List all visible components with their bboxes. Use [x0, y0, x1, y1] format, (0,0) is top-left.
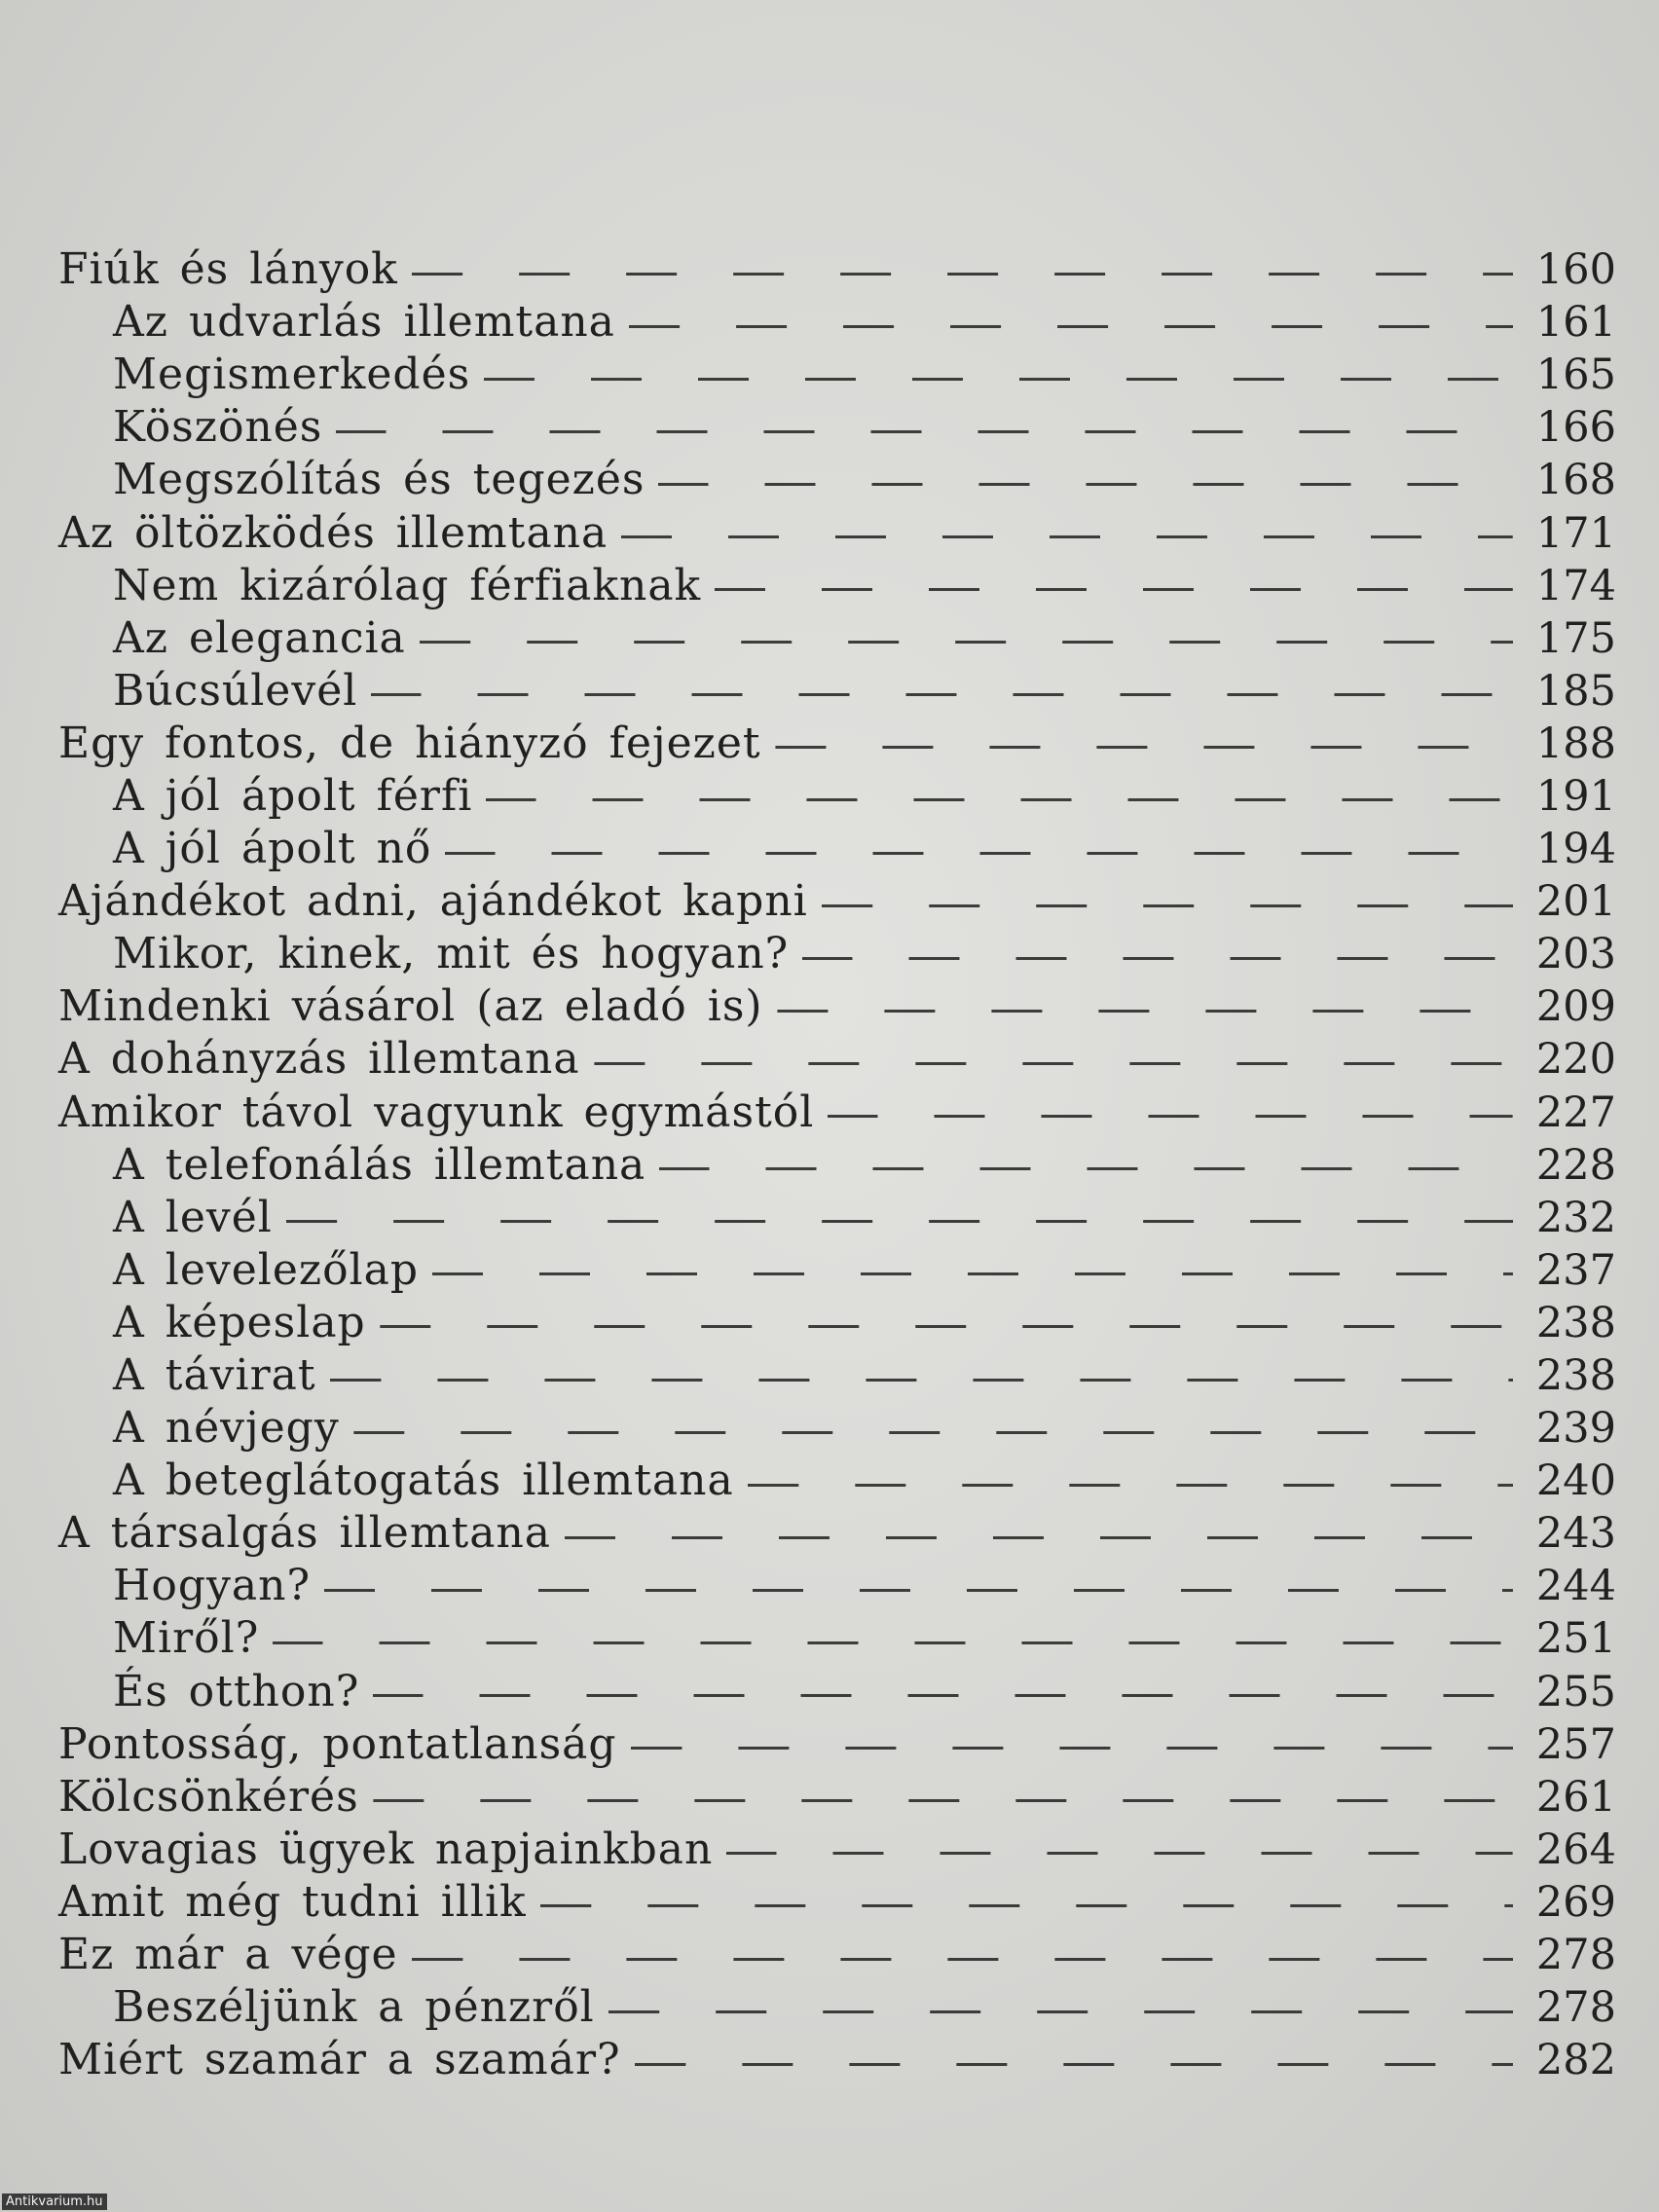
toc-entry-title: Köszönés [113, 402, 323, 453]
toc-entry-title: A dohányzás illemtana [58, 1034, 580, 1085]
toc-entry-title: Az öltözködés illemtana [58, 507, 608, 558]
toc-entry-page-number: 278 [1535, 1931, 1616, 1980]
toc-entry-page-number: 185 [1535, 666, 1616, 716]
toc-leader-dashes [286, 1220, 1513, 1223]
toc-entry-page-number: 244 [1535, 1562, 1616, 1611]
toc-entry-title: A képeslap [113, 1297, 366, 1347]
toc-entry-page-number: 278 [1535, 1983, 1616, 2033]
toc-entry-page-number: 237 [1535, 1245, 1616, 1295]
toc-entry-page-number: 227 [1535, 1088, 1616, 1137]
toc-entry-page-number: 165 [1535, 350, 1616, 400]
toc-entry-page-number: 238 [1535, 1351, 1616, 1401]
toc-entry-page-number: 238 [1535, 1298, 1616, 1347]
toc-entry-page-number: 161 [1535, 298, 1616, 348]
toc-leader-dashes [802, 957, 1513, 960]
toc-leader-dashes [565, 1536, 1513, 1539]
toc-entry [58, 1824, 1616, 1876]
toc-entry [58, 1981, 1616, 2034]
toc-entry-title: Kölcsönkérés [58, 1771, 359, 1822]
toc-entry [58, 1297, 1616, 1349]
toc-entry [58, 401, 1616, 454]
toc-entry [58, 1139, 1616, 1192]
toc-entry-title: Beszéljünk a pénzről [113, 1982, 595, 2033]
toc-entry [58, 2034, 1616, 2086]
toc-leader-dashes [330, 1379, 1513, 1382]
toc-entry-page-number: 203 [1535, 930, 1616, 979]
toc-entry [58, 1244, 1616, 1297]
toc-leader-dashes [631, 1747, 1513, 1750]
toc-entry-title: Fiúk és lányok [58, 244, 398, 295]
toc-leader-dashes [777, 1010, 1513, 1013]
toc-entry [58, 296, 1616, 349]
toc-entry-title: Lovagias ügyek napjainkban [58, 1824, 714, 1874]
toc-entry-title: Hogyan? [113, 1561, 312, 1611]
toc-leader-dashes [726, 1852, 1513, 1855]
toc-entry-title: Ez már a vége [58, 1930, 398, 1980]
toc-entry [58, 1876, 1616, 1929]
toc-entry-title: Mikor, kinek, mit és hogyan? [113, 929, 790, 979]
toc-entry-title: Egy fontos, de hiányzó fejezet [58, 718, 761, 768]
toc-leader-dashes [540, 1904, 1513, 1907]
toc-entry [58, 560, 1616, 612]
toc-entry [58, 1087, 1616, 1139]
toc-entry [58, 665, 1616, 718]
toc-entry-title: A jól ápolt nő [113, 824, 432, 874]
toc-entry [58, 875, 1616, 928]
toc-leader-dashes [484, 378, 1513, 381]
toc-entry [58, 243, 1616, 296]
toc-entry-page-number: 191 [1535, 771, 1616, 821]
toc-entry-title: A telefonálás illemtana [113, 1139, 646, 1190]
toc-entry-title: A beteglátogatás illemtana [113, 1456, 734, 1506]
toc-entry-title: Búcsúlevél [113, 665, 358, 716]
toc-entry [58, 718, 1616, 770]
toc-leader-dashes [608, 2010, 1513, 2013]
toc-leader-dashes [420, 641, 1513, 644]
toc-entry-page-number: 243 [1535, 1509, 1616, 1559]
toc-entry [58, 349, 1616, 401]
toc-entry [58, 1192, 1616, 1244]
toc-leader-dashes [635, 2063, 1513, 2066]
toc-entry [58, 1402, 1616, 1455]
toc-leader-dashes [715, 588, 1513, 591]
toc-entry-page-number: 255 [1535, 1667, 1616, 1716]
toc-leader-dashes [373, 1799, 1513, 1802]
toc-leader-dashes [659, 1167, 1513, 1170]
toc-entry-title: Nem kizárólag férfiaknak [113, 560, 702, 610]
toc-entry-title: Miért szamár a szamár? [58, 2035, 621, 2085]
toc-entry-page-number: 171 [1535, 508, 1616, 558]
toc-entry-title: Amit még tudni illik [58, 1876, 527, 1927]
toc-leader-dashes [621, 535, 1513, 538]
toc-entry-page-number: 194 [1535, 825, 1616, 874]
toc-entry-title: Megszólítás és tegezés [113, 455, 645, 505]
toc-entry [58, 612, 1616, 665]
toc-entry [58, 1560, 1616, 1612]
toc-entry-title: Megismerkedés [113, 350, 471, 400]
toc-leader-dashes [629, 325, 1513, 328]
toc-entry-page-number: 239 [1535, 1404, 1616, 1454]
toc-leader-dashes [371, 693, 1513, 696]
toc-entry [58, 1929, 1616, 1981]
toc-entry-title: Mindenki vásárol (az eladó is) [58, 981, 763, 1032]
toc-leader-dashes [828, 1115, 1513, 1118]
toc-entry-page-number: 168 [1535, 456, 1616, 505]
toc-entry [58, 454, 1616, 506]
toc-entry-title: A társalgás illemtana [58, 1508, 552, 1559]
toc-entry [58, 1771, 1616, 1824]
toc-leader-dashes [775, 746, 1513, 749]
toc-entry-page-number: 269 [1535, 1877, 1616, 1927]
toc-leader-dashes [412, 1958, 1513, 1961]
toc-leader-dashes [273, 1641, 1513, 1644]
toc-leader-dashes [324, 1589, 1513, 1592]
toc-entry-title: Az udvarlás illemtana [113, 297, 615, 348]
toc-entry-title: A levelezőlap [113, 1244, 420, 1295]
toc-entry-page-number: 201 [1535, 877, 1616, 927]
toc-entry-page-number: 264 [1535, 1825, 1616, 1874]
toc-entry-title: És otthon? [113, 1666, 360, 1716]
toc-entry-title: Az elegancia [113, 612, 406, 663]
toc-leader-dashes [486, 798, 1513, 801]
toc-leader-dashes [336, 430, 1513, 433]
toc-entry [58, 1718, 1616, 1771]
toc-leader-dashes [594, 1062, 1513, 1065]
toc-entry-title: A névjegy [113, 1403, 340, 1454]
toc-entry [58, 1612, 1616, 1665]
toc-entry-page-number: 232 [1535, 1193, 1616, 1242]
toc-entry-page-number: 251 [1535, 1614, 1616, 1664]
toc-entry [58, 823, 1616, 875]
toc-entry-title: A jól ápolt férfi [113, 770, 473, 821]
toc-entry-page-number: 261 [1535, 1772, 1616, 1822]
toc-entry [58, 980, 1616, 1033]
toc-entry-title: Amikor távol vagyunk egymástól [58, 1087, 815, 1137]
toc-entry [58, 1033, 1616, 1086]
toc-entry [58, 1455, 1616, 1507]
toc-entry-title: Pontosság, pontatlanság [58, 1718, 617, 1769]
toc-leader-dashes [658, 483, 1513, 486]
toc-entry [58, 506, 1616, 559]
toc-leader-dashes [353, 1431, 1513, 1434]
toc-entry-title: A levél [113, 1192, 273, 1242]
toc-entry-page-number: 228 [1535, 1140, 1616, 1190]
toc-entry-page-number: 257 [1535, 1719, 1616, 1769]
table-of-contents [58, 243, 1616, 2086]
toc-entry [58, 1666, 1616, 1718]
toc-entry-page-number: 188 [1535, 719, 1616, 768]
watermark: Antikvarium.hu [2, 2194, 107, 2210]
toc-entry-title: Ajándékot adni, ajándékot kapni [58, 876, 808, 927]
toc-leader-dashes [445, 852, 1513, 855]
toc-leader-dashes [748, 1484, 1513, 1487]
toc-entry [58, 1349, 1616, 1402]
toc-leader-dashes [822, 904, 1513, 907]
toc-leader-dashes [412, 273, 1513, 276]
toc-entry-page-number: 160 [1535, 245, 1616, 295]
toc-entry-page-number: 209 [1535, 982, 1616, 1032]
toc-entry-page-number: 174 [1535, 561, 1616, 610]
toc-entry [58, 1507, 1616, 1560]
toc-entry [58, 770, 1616, 823]
toc-leader-dashes [373, 1694, 1513, 1697]
toc-entry-page-number: 175 [1535, 613, 1616, 663]
toc-entry-page-number: 282 [1535, 2036, 1616, 2085]
toc-entry-page-number: 240 [1535, 1456, 1616, 1506]
toc-entry [58, 928, 1616, 980]
toc-entry-page-number: 220 [1535, 1035, 1616, 1085]
toc-entry-page-number: 166 [1535, 403, 1616, 453]
toc-entry-title: Miről? [113, 1613, 260, 1664]
toc-entry-title: A távirat [113, 1350, 316, 1401]
toc-leader-dashes [432, 1272, 1513, 1275]
toc-leader-dashes [380, 1325, 1513, 1328]
